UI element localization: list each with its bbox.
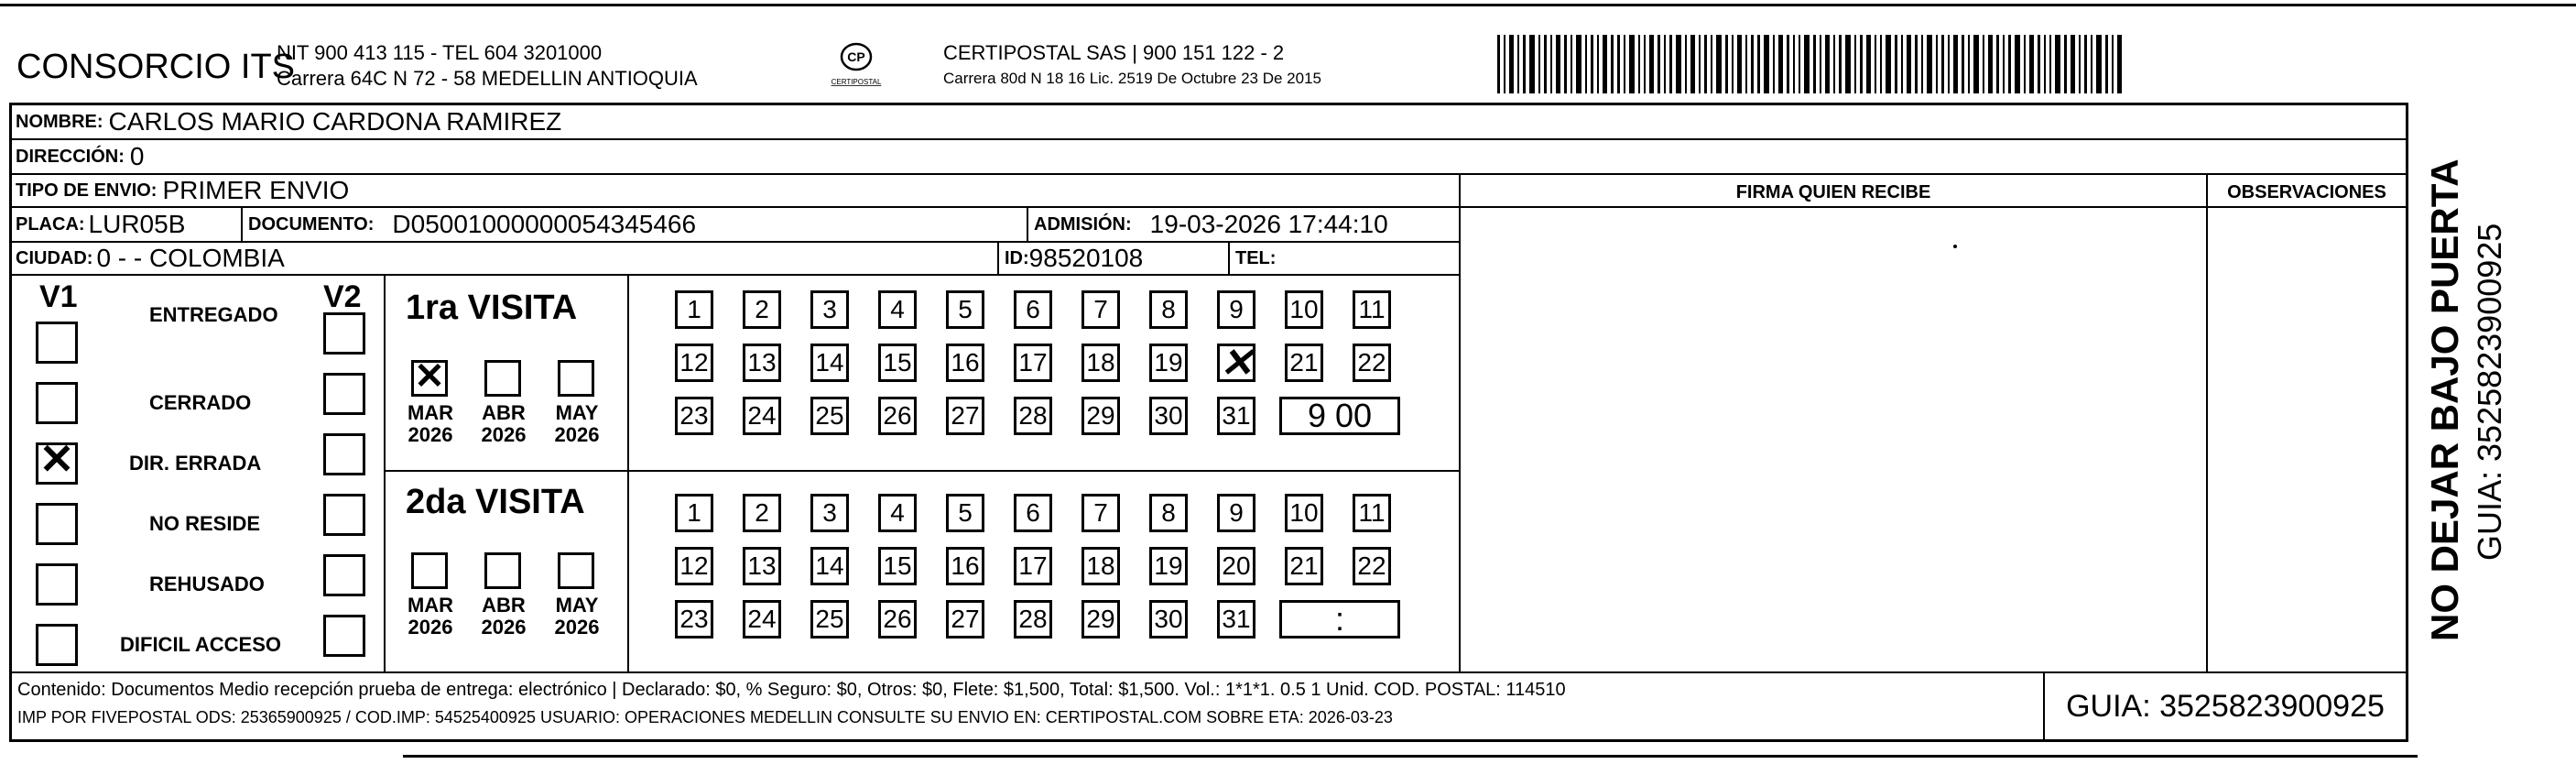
visit1-days-day-7[interactable]: 7 [1081, 290, 1120, 329]
divider-side [2406, 105, 2408, 671]
visit1-months-checkbox-1[interactable] [484, 360, 521, 397]
visit2-days-day-20[interactable]: 20 [1217, 547, 1255, 585]
row-ciudad [12, 243, 1459, 276]
v2-checkbox-3[interactable] [323, 494, 365, 536]
row-nombre [12, 105, 2406, 140]
visit1-days-day-11[interactable]: 11 [1353, 290, 1391, 329]
v2-checkbox-4[interactable] [323, 554, 365, 596]
visit2-months-label-2: MAY 2026 [554, 594, 600, 638]
visit1-days-day-29[interactable]: 29 [1081, 397, 1120, 435]
row-tipo [12, 175, 1459, 208]
visit2-months-checkbox-2[interactable] [558, 552, 594, 589]
visit2-days-day-14[interactable]: 14 [810, 547, 849, 585]
visit2-days-day-6[interactable]: 6 [1014, 494, 1052, 532]
visit1-days-day-17[interactable]: 17 [1014, 344, 1052, 382]
footer-line2: IMP POR FIVEPOSTAL ODS: 25365900925 / COD.IMP: 54525400925 USUARIO: OPERACIONES MEDELLIN CONSULTE SU ENVIO EN: CERTIPOSTAL.COM SOBRE ETA: 2026-03-23 [17, 708, 1393, 726]
visit2-days-day-2[interactable]: 2 [743, 494, 781, 532]
visit2-days-day-1[interactable]: 1 [675, 494, 713, 532]
v2-header: V2 [323, 279, 362, 314]
nombre-value: CARLOS MARIO CARDONA RAMIREZ [108, 107, 562, 136]
id-label: ID: [1005, 247, 1029, 268]
certipostal-info [943, 40, 1321, 92]
visit1-days-day-19[interactable]: 19 [1149, 344, 1188, 382]
ciudad-label: CIUDAD: [16, 247, 93, 268]
visit2-days-day-29[interactable]: 29 [1081, 600, 1120, 638]
status-label-0: ENTREGADO [149, 303, 278, 326]
visit1-days-day-13[interactable]: 13 [743, 344, 781, 382]
visit1-days-day-14[interactable]: 14 [810, 344, 849, 382]
visit1-days-day-16[interactable]: 16 [946, 344, 984, 382]
visit1-title: 1ra VISITA [406, 289, 578, 327]
visit2-days-day-19[interactable]: 19 [1149, 547, 1188, 585]
visit2-days-day-4[interactable]: 4 [878, 494, 917, 532]
side-warning: NO DEJAR BAJO PUERTA [2423, 158, 2466, 641]
visit1-days-day-8[interactable]: 8 [1149, 290, 1188, 329]
divider-visit2 [384, 470, 1459, 472]
visit1-days-day-31[interactable]: 31 [1217, 397, 1255, 435]
visit2-months-label-1: ABR 2026 [481, 594, 527, 638]
visit1-months-label-2: MAY 2026 [554, 401, 600, 446]
observaciones-header: OBSERVACIONES [2227, 182, 2386, 202]
divider-visits [627, 276, 629, 671]
visit2-days-day-22[interactable]: 22 [1353, 547, 1391, 585]
visit2-days-day-18[interactable]: 18 [1081, 547, 1120, 585]
visit1-days-day-1[interactable]: 1 [675, 290, 713, 329]
documento-label: DOCUMENTO: [248, 213, 375, 235]
certipostal-nit: CERTIPOSTAL SAS | 900 151 122 - 2 [943, 41, 1285, 64]
footer-line1: Contenido: Documentos Medio recepción prueba de entrega: electrónico | Declarado: $0, % Seguro: $0, Otros: $0, Flete: $1,500, Total: $1,500. Vol.: 1*1*1. 0.5 1 Unid. COD. POSTAL: 114510 [17, 680, 1566, 700]
visit2-days-day-10[interactable]: 10 [1285, 494, 1323, 532]
visit1-months-label-0: MAR 2026 [407, 401, 454, 446]
header-underline [1459, 206, 2408, 208]
visit2-days-day-8[interactable]: 8 [1149, 494, 1188, 532]
visit1-days-day-22[interactable]: 22 [1353, 344, 1391, 382]
ciudad-value: 0 - - COLOMBIA [96, 244, 285, 272]
status-label-4: REHUSADO [149, 573, 265, 595]
company-name: CONSORCIO ITS [16, 48, 296, 86]
visit1-days-day-18[interactable]: 18 [1081, 344, 1120, 382]
company-info [277, 40, 698, 92]
visit2-days-day-27[interactable]: 27 [946, 600, 984, 638]
visit1-days-day-25[interactable]: 25 [810, 397, 849, 435]
visit2-months-checkbox-0[interactable] [411, 552, 448, 589]
v1-checkbox-4[interactable] [36, 563, 78, 606]
visit1-months-label-1: ABR 2026 [481, 401, 527, 446]
nombre-label: NOMBRE: [16, 111, 103, 132]
visit1-days-day-26[interactable]: 26 [878, 397, 917, 435]
visit1-days-day-3[interactable]: 3 [810, 290, 849, 329]
row-direccion [12, 140, 2406, 175]
id-value: 98520108 [1028, 244, 1144, 272]
v1-checkbox-0[interactable] [36, 322, 78, 364]
v1-checkbox-2[interactable] [36, 442, 78, 485]
certipostal-logo [815, 37, 897, 92]
visit1-days-day-4[interactable]: 4 [878, 290, 917, 329]
visit2-days-day-21[interactable]: 21 [1285, 547, 1323, 585]
visit2-days-day-25[interactable]: 25 [810, 600, 849, 638]
visit1-days-day-6[interactable]: 6 [1014, 290, 1052, 329]
company-nit: NIT 900 413 115 - TEL 604 3201000 [277, 41, 603, 64]
delivery-form [9, 103, 2408, 742]
divider-observaciones [2206, 175, 2208, 671]
visit1-days-day-27[interactable]: 27 [946, 397, 984, 435]
firma-header: FIRMA QUIEN RECIBE [1735, 182, 1931, 202]
status-label-3: NO RESIDE [149, 512, 261, 535]
v2-checkbox-5[interactable] [323, 615, 365, 657]
v1-checkbox-3[interactable] [36, 503, 78, 545]
top-border-line [0, 4, 2576, 6]
visit1-days-day-24[interactable]: 24 [743, 397, 781, 435]
visit1-days-day-10[interactable]: 10 [1285, 290, 1323, 329]
row-placa [12, 208, 1459, 243]
visit1-days-day-30[interactable]: 30 [1149, 397, 1188, 435]
admision-label: ADMISIÓN: [1034, 213, 1132, 235]
visit2-days-day-30[interactable]: 30 [1149, 600, 1188, 638]
visit1-days-day-23[interactable]: 23 [675, 397, 713, 435]
tipo-value: PRIMER ENVIO [162, 176, 350, 204]
visit1-days-day-21[interactable]: 21 [1285, 344, 1323, 382]
visit1-days-day-2[interactable]: 2 [743, 290, 781, 329]
admision-value: 19-03-2026 17:44:10 [1149, 210, 1388, 238]
visit2-days-day-17[interactable]: 17 [1014, 547, 1052, 585]
visit1-days-day-15[interactable]: 15 [878, 344, 917, 382]
visit2-months-checkbox-1[interactable] [484, 552, 521, 589]
tel-label: TEL: [1235, 247, 1277, 268]
barcode [1497, 35, 2230, 93]
visit2-days-day-23[interactable]: 23 [675, 600, 713, 638]
visit2-days-day-28[interactable]: 28 [1014, 600, 1052, 638]
visit2-months-label-0: MAR 2026 [407, 594, 454, 638]
v1-header: V1 [39, 279, 78, 314]
visit2-days-day-9[interactable]: 9 [1217, 494, 1255, 532]
v2-checkbox-0[interactable] [323, 312, 365, 355]
visit1-days-day-5[interactable]: 5 [946, 290, 984, 329]
v2-checkbox-2[interactable] [323, 433, 365, 475]
placa-value: LUR05B [88, 210, 186, 238]
tipo-label: TIPO DE ENVIO: [16, 180, 158, 201]
visit1-months-checkbox-0[interactable] [411, 360, 448, 397]
visit2-days-day-7[interactable]: 7 [1081, 494, 1120, 532]
documento-value: D05001000000054345466 [392, 210, 697, 238]
visit1-months-checkbox-2[interactable] [558, 360, 594, 397]
divider-status [384, 276, 386, 671]
visit2-days-day-24[interactable]: 24 [743, 600, 781, 638]
visit2-days-day-3[interactable]: 3 [810, 494, 849, 532]
visit1-days-day-28[interactable]: 28 [1014, 397, 1052, 435]
v1-checkbox-1[interactable] [36, 382, 78, 424]
visit1-days-day-12[interactable]: 12 [675, 344, 713, 382]
direccion-label: DIRECCIÓN: [16, 146, 125, 167]
status-label-2: DIR. ERRADA [129, 452, 262, 475]
certipostal-license: Carrera 80d N 18 16 Lic. 2519 De Octubre 23 De 2015 [943, 70, 1321, 87]
svg-text:CP: CP [847, 49, 865, 64]
status-label-5: DIFICIL ACCESO [120, 633, 282, 656]
placa-label: PLACA: [16, 213, 85, 235]
visit2-days-day-31[interactable]: 31 [1217, 600, 1255, 638]
visit2-days-day-13[interactable]: 13 [743, 547, 781, 585]
visit2-days-day-15[interactable]: 15 [878, 547, 917, 585]
signature-dot [1953, 245, 1957, 248]
visit2-days-day-11[interactable]: 11 [1353, 494, 1391, 532]
visit2-days-time-box[interactable]: : [1279, 600, 1400, 638]
visit1-days-day-9[interactable]: 9 [1217, 290, 1255, 329]
footer-guia: GUIA: 3525823900925 [2066, 688, 2385, 724]
direccion-value: 0 [129, 142, 145, 170]
visit2-days-day-26[interactable]: 26 [878, 600, 917, 638]
logo-text: CERTIPOSTAL [831, 78, 882, 86]
visit1-days-day-20[interactable] [1217, 344, 1255, 382]
visit2-days-day-16[interactable]: 16 [946, 547, 984, 585]
v1-checkbox-5[interactable] [36, 624, 78, 666]
v2-checkbox-1[interactable] [323, 373, 365, 415]
visit2-days-day-5[interactable]: 5 [946, 494, 984, 532]
company-address: Carrera 64C N 72 - 58 MEDELLIN ANTIOQUIA [277, 67, 698, 90]
visit2-days-day-12[interactable]: 12 [675, 547, 713, 585]
visit1-days-time-box[interactable]: 9 00 [1279, 397, 1400, 435]
side-guia: GUIA: 3525823900925 [2471, 223, 2508, 561]
status-label-1: CERRADO [149, 391, 252, 414]
visit2-title: 2da VISITA [406, 483, 585, 521]
bottom-border-line [403, 755, 2418, 758]
divider-firma [1459, 175, 1461, 671]
